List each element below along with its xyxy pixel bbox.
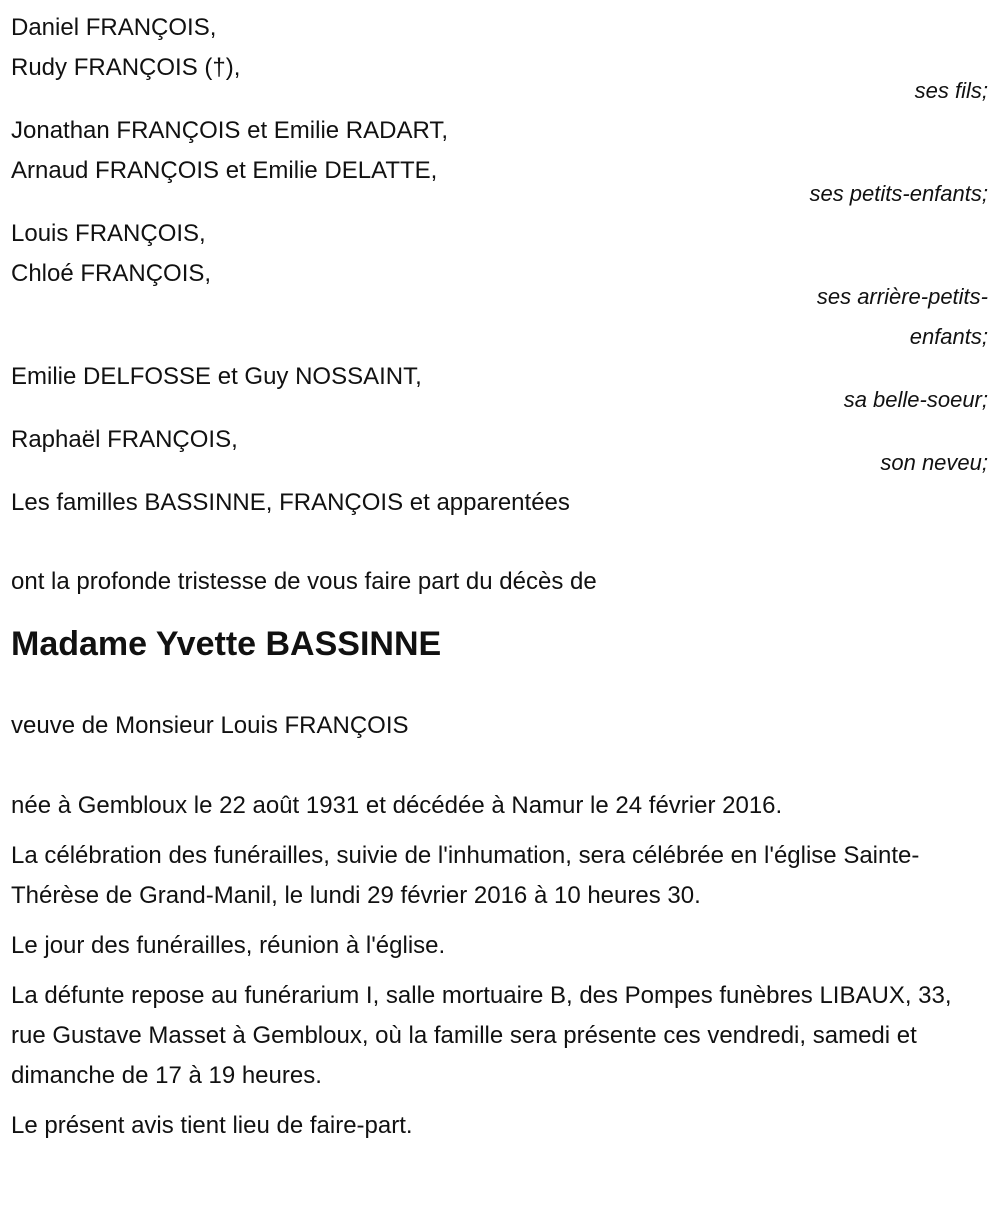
family-name: Louis FRANÇOIS,: [11, 220, 206, 247]
family-group-grandchildren: [11, 111, 988, 214]
family-name: Raphaël FRANÇOIS,: [11, 426, 238, 453]
funerarium-paragraph: La défunte repose au funérarium I, salle mortuaire B, des Pompes funèbres LIBAUX, 33, rue Gustave Masset à Gembloux, où la famille sera présente ces vendredi, samedi et dimanche de 17 à 19 heures.: [11, 982, 952, 1089]
birth-death-paragraph: née à Gembloux le 22 août 1931 et décédée à Namur le 24 février 2016.: [11, 792, 783, 819]
family-name: Chloé FRANÇOIS,: [11, 260, 212, 287]
family-name: Emilie DELFOSSE et Guy NOSSAINT,: [11, 363, 422, 390]
family-name: Jonathan FRANÇOIS et Emilie RADART,: [11, 117, 449, 144]
funeral-paragraph: La célébration des funérailles, suivie de l'inhumation, sera célébrée en l'église Sainte-Thérèse de Grand-Manil, le lundi 29 février 2016 à 10 heures 30.: [11, 842, 920, 909]
notice-paragraph: Le présent avis tient lieu de faire-part.: [11, 1112, 413, 1139]
family-group-sister-in-law: [11, 357, 988, 420]
meeting-paragraph: Le jour des funérailles, réunion à l'église.: [11, 932, 446, 959]
family-name: Daniel FRANÇOIS,: [11, 14, 217, 41]
family-group-great-grandchildren: [11, 214, 988, 357]
family-role-text: son neveu;: [880, 450, 988, 475]
family-role-text: ses petits-enfants;: [809, 181, 988, 206]
family-name: Rudy FRANÇOIS (†),: [11, 54, 241, 81]
family-role-text: ses fils;: [914, 78, 988, 103]
family-group-sons: [11, 8, 988, 111]
family-role-text: sa belle-soeur;: [843, 387, 988, 412]
deceased-name: Madame Yvette BASSINNE: [11, 625, 442, 663]
family-group-nephew: [11, 420, 988, 483]
widow-of: veuve de Monsieur Louis FRANÇOIS: [11, 712, 409, 739]
families-line: Les familles BASSINNE, FRANÇOIS et apparentées: [11, 489, 570, 516]
family-role-text: ses arrière-petits-enfants;: [816, 284, 988, 349]
announcement: ont la profonde tristesse de vous faire part du décès de: [11, 568, 597, 595]
family-name: Arnaud FRANÇOIS et Emilie DELATTE,: [11, 157, 438, 184]
